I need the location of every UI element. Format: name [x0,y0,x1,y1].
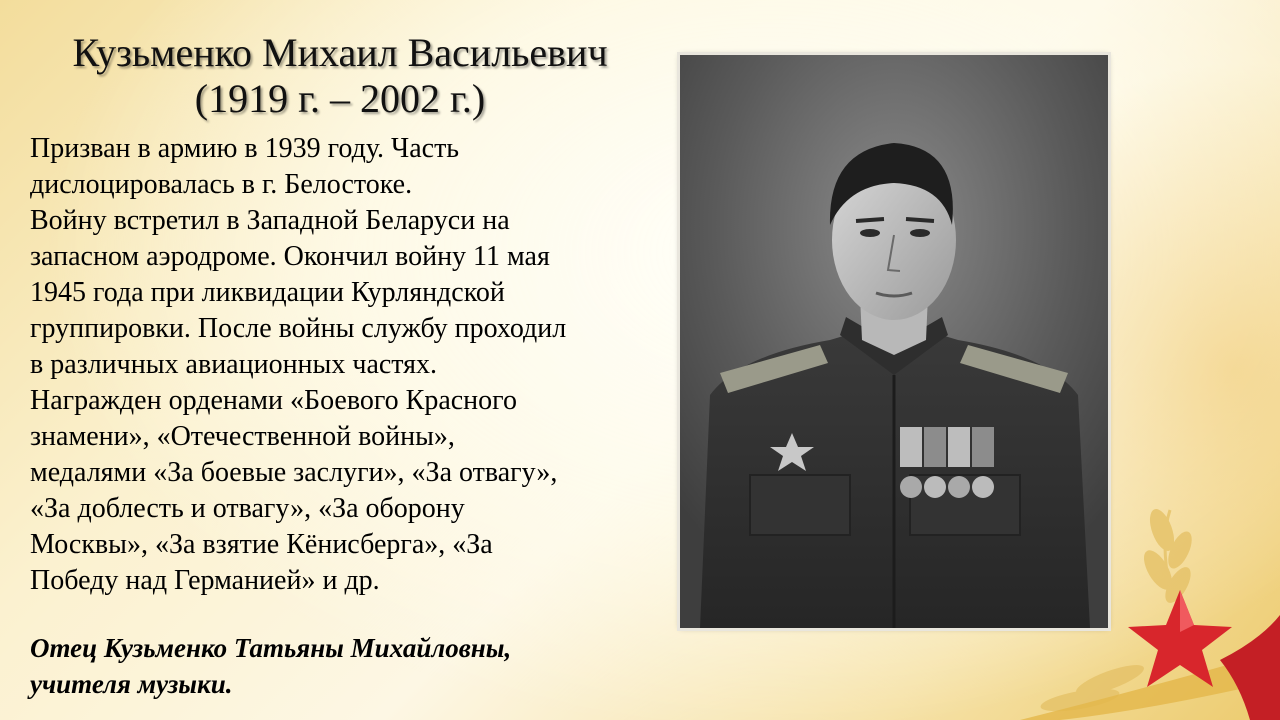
page-title [30,30,650,122]
bio-line: запасном аэродроме. Окончил войну 11 мая [30,241,550,272]
bio-line: Москвы», «За взятие Кёнисберга», «За [30,529,493,560]
title-name: Кузьменко Михаил Васильевич [72,30,608,75]
bio-line: 1945 года при ликвидации Курляндской [30,277,505,308]
title-years: (1919 г. – 2002 г.) [194,76,486,121]
bio-line: Награжден орденами «Боевого Красного [30,385,517,416]
bio-line: Победу над Германией» и др. [30,565,380,596]
caption-line: Отец Кузьменко Татьяны Михайловны, [30,633,512,663]
caption-line: учителя музыки. [30,669,233,699]
bio-line: Призван в армию в 1939 году. Часть [30,133,460,164]
bio-line: знамени», «Отечественной войны», [30,421,455,452]
star-laurel-icon [1020,420,1280,720]
bio-line: группировки. После войны службу проходил [30,313,567,344]
bio-line: дислоцировалась в г. Белостоке. [30,169,413,200]
bio-line: в различных авиационных частях. [30,349,438,380]
bio-line: медалями «За боевые заслуги», «За отвагу», [30,457,558,488]
bio-line: Войну встретил в Западной Беларуси на [30,205,510,236]
caption-text [30,630,670,702]
bio-line: «За доблесть и отвагу», «За оборону [30,493,465,524]
biography-text [30,131,670,599]
